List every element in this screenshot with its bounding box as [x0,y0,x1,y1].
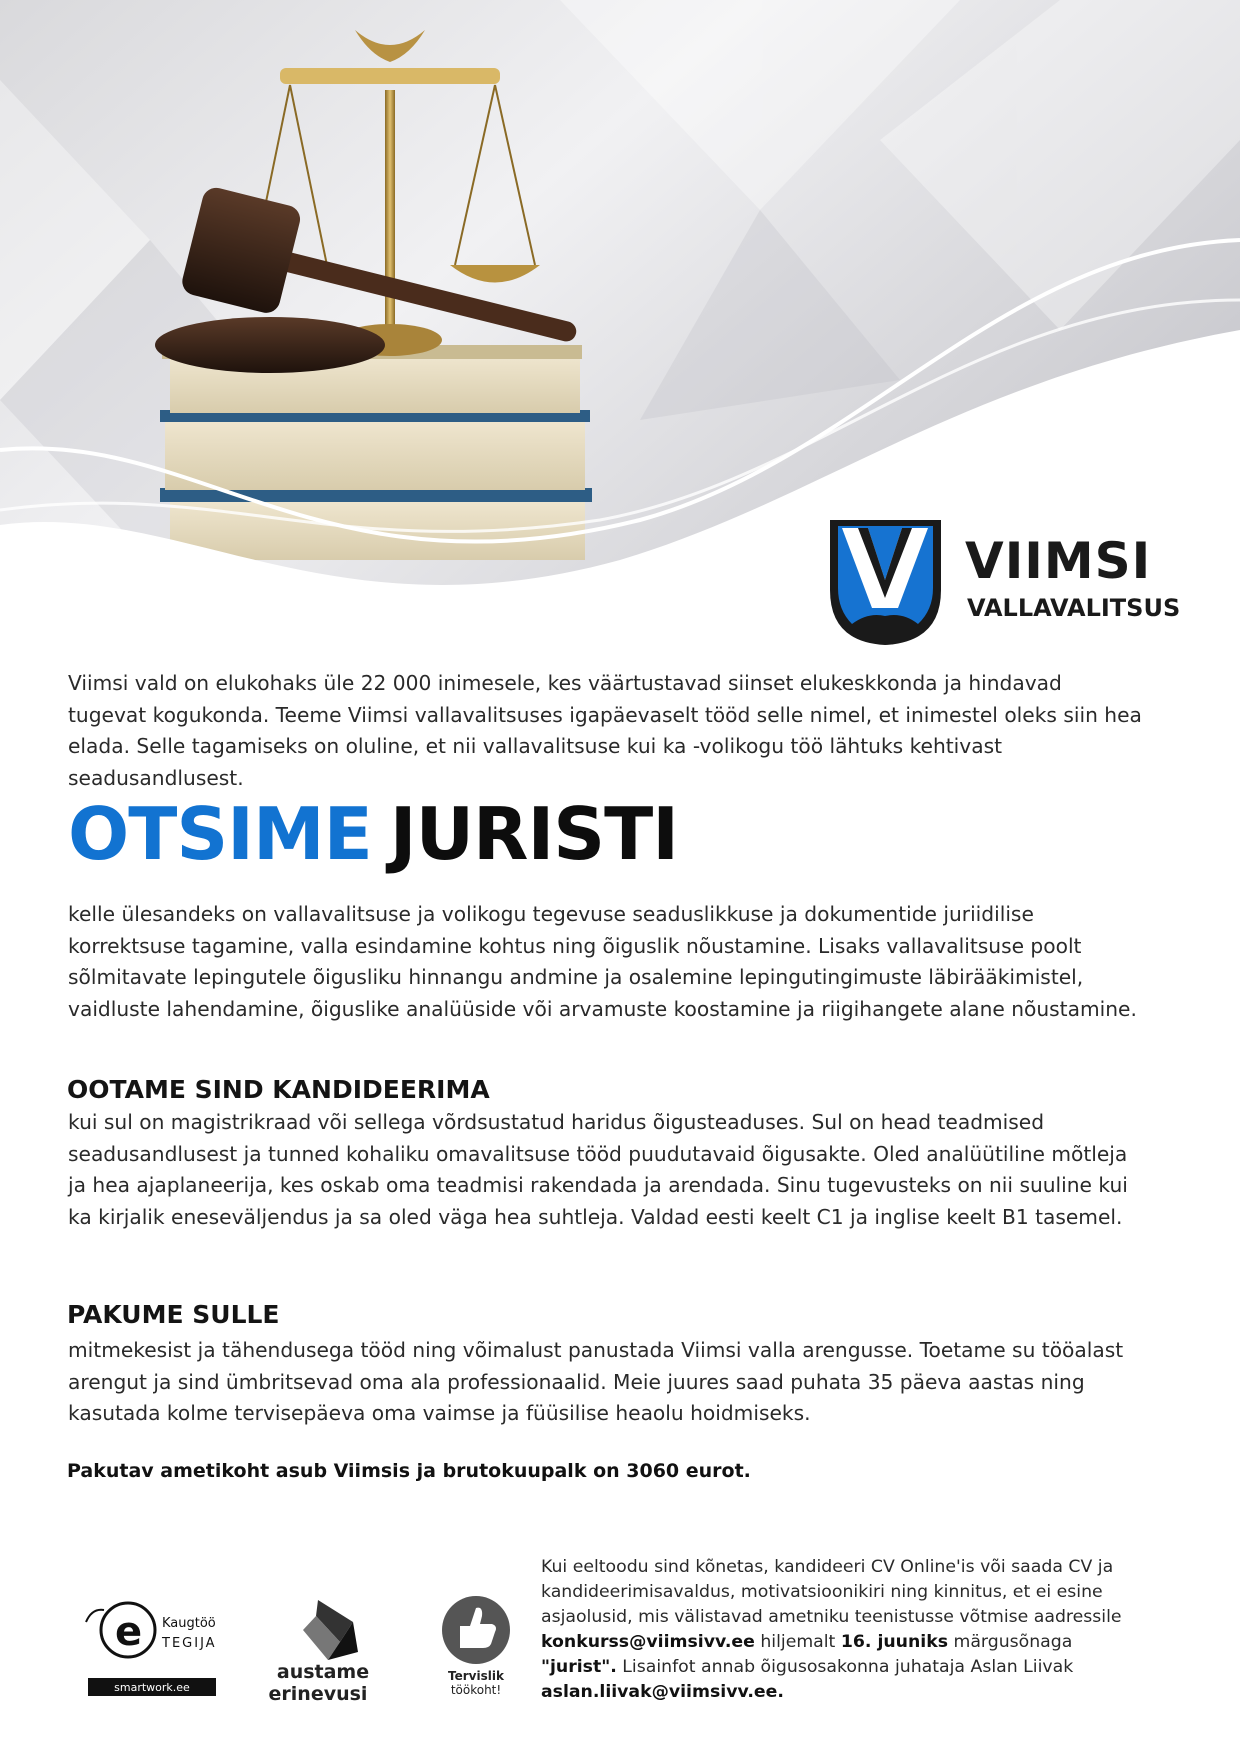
footer-logos [78,1590,518,1710]
tervislik-line1: Tervislik [448,1669,504,1683]
contact-text-1: Kui eeltoodu sind kõnetas, kandideeri CV Online'is või saada CV ja kandideerimisavaldus, motivatsioonikiri ning kinnitus, et ei esine asjaolusid, mis välistavad ametniku teenistusse võtmise aadressile [541,1557,1122,1627]
contact-person-email-link[interactable]: aslan.liivak@viimsivv.ee. [541,1682,784,1702]
pakume-heading: PAKUME SULLE [67,1300,280,1329]
logo-subtitle: VALLAVALITSUS [967,594,1181,622]
salary-statement: Pakutav ametikoht asub Viimsis ja brutokuupalk on 3060 eurot. [67,1460,751,1482]
keyword: "jurist". [541,1657,617,1677]
headline-juristi: JURISTI [389,792,679,876]
viimsi-shield-icon [828,520,943,645]
contact-info [541,1555,1141,1705]
logo-title: VIIMSI [965,532,1152,590]
footer-logos-graphic [78,1590,518,1710]
kaugtoo-line1: Kaugtöö [162,1616,216,1631]
ootame-text: kui sul on magistrikraad või sellega võrdsustatud haridus õigusteaduses. Sul on head teadmised seadusandlusest ja tunned kohaliku omavalitsuse tööd puudutavaid õigusakte. Oled analüütiline mõtleja ja hea ajaplaneerija, kes oskab oma teadmisi rakendada ja arendada. Sinu tugevusteks on nii suuline kui ka kirjalik eneseväljendus ja sa oled väga hea suhtleja. Valdad eesti keelt C1 ja inglise keelt B1 tasemel. [68,1110,1128,1229]
intro-paragraph: Viimsi vald on elukohaks üle 22 000 inimesele, kes väärtustavad siinset elukeskkonda ja hindavad tugevat kogukonda. Teeme Viimsi vallavalitsuses igapäevaselt tööd selle nimel, et inimestel oleks siin hea elada. Selle tagamiseks on oluline, et nii vallavalitsuse kui ka -volikogu töö lähtuks kehtivast seadusandlusest. [68,671,1142,790]
job-description: kelle ülesandeks on vallavalitsuse ja volikogu tegevuse seaduslikkuse ja dokumentide juriidilise korrektsuse tagamine, valla esindamine kohtus ning õiguslik nõustamine. Lisaks vallavalitsuse poolt sõlmitavate lepingutele õigusliku hinnangu andmine ja osalemine lepingutingimuste läbirääkimistel, vaidluste lahendamine, õiguslike analüüside või arvamuste koostamine ja riigihangete alane nõustamine. [68,902,1137,1021]
application-email-link[interactable]: konkurss@viimsivv.ee [541,1632,755,1652]
viimsi-logo [828,520,1188,645]
contact-text-4: Lisainfot annab õigusosakonna juhataja Aslan Liivak [616,1657,1074,1677]
pakume-text: mitmekesist ja tähendusega tööd ning võimalust panustada Viimsi valla arengusse. Toetame su tööalast arengut ja sind ümbritsevad oma ala professionaalid. Meie juures saad puhata 35 päeva aastas ning kasutada kolme tervisepäeva oma vaimse ja füüsilise heaolu hoidmiseks. [68,1338,1124,1425]
tervislik-tookoht-logo [442,1596,510,1697]
headline [68,792,679,876]
austame-erinevusi-logo [269,1600,370,1705]
kaugtoo-url: smartwork.ee [114,1681,190,1694]
headline-otsime: OTSIME [68,792,372,876]
austame-line2: erinevusi [268,1683,368,1705]
austame-line1: austame [276,1661,370,1683]
ootame-heading: OOTAME SIND KANDIDEERIMA [67,1075,490,1104]
kaugtoo-line2: TEGIJA [162,1636,217,1651]
tervislik-line2: töökoht! [450,1683,502,1697]
svg-text:e: e [115,1609,143,1655]
contact-text-2: hiljemalt [754,1632,841,1652]
kaugtoo-tegija-logo [86,1603,217,1696]
contact-text-3: märgusõnaga [948,1632,1073,1652]
deadline: 16. juuniks [840,1632,948,1652]
